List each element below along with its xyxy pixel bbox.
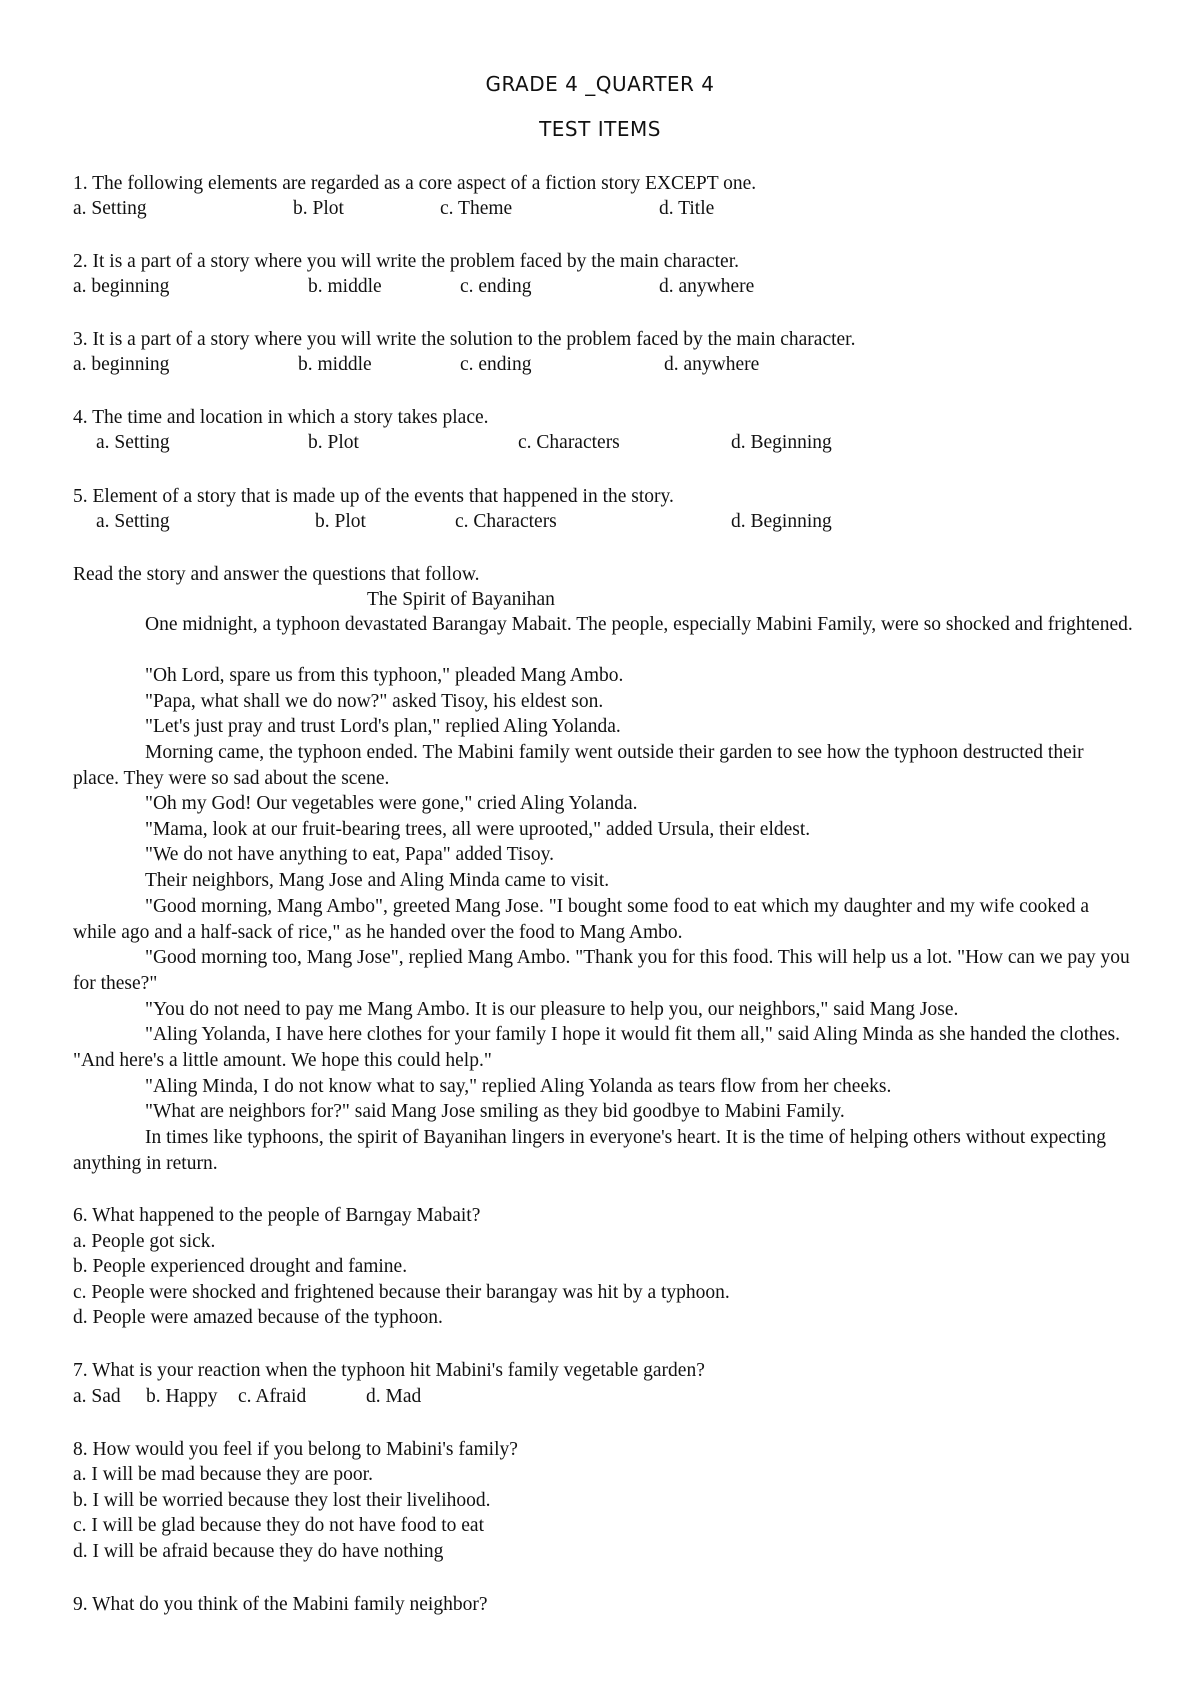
- question-option: b. middle: [298, 354, 372, 375]
- question-stem: 8. How would you feel if you belong to Mabini's family?: [73, 1439, 518, 1460]
- question-option: a. Setting: [73, 198, 147, 219]
- question-stem: 6. What happened to the people of Barngay Mabait?: [73, 1205, 481, 1226]
- question-option: a. People got sick.: [73, 1231, 216, 1252]
- question-option: b. Happy: [146, 1386, 218, 1407]
- question-option: a. beginning: [73, 276, 170, 297]
- question-option: d. Beginning: [731, 511, 832, 532]
- question-option: a. I will be mad because they are poor.: [73, 1464, 373, 1485]
- story-paragraph: "Oh Lord, spare us from this typhoon," pleaded Mang Ambo.: [145, 665, 624, 686]
- story-paragraph: "We do not have anything to eat, Papa" added Tisoy.: [145, 844, 554, 865]
- story-title: The Spirit of Bayanihan: [367, 589, 555, 610]
- story-paragraph: Their neighbors, Mang Jose and Aling Minda came to visit.: [145, 870, 610, 891]
- story-paragraph: "Aling Minda, I do not know what to say," replied Aling Yolanda as tears flow from her cheeks.: [145, 1076, 892, 1097]
- story-instruction: Read the story and answer the questions that follow.: [73, 564, 480, 585]
- question-stem: 3. It is a part of a story where you will write the solution to the problem faced by the main character.: [73, 329, 856, 350]
- question-stem: 1. The following elements are regarded as a core aspect of a fiction story EXCEPT one.: [73, 173, 757, 194]
- question-stem: 4. The time and location in which a story takes place.: [73, 407, 489, 428]
- question-option: a. Sad: [73, 1386, 121, 1407]
- question-stem: 5. Element of a story that is made up of the events that happened in the story.: [73, 486, 674, 507]
- question-option: d. I will be afraid because they do have nothing: [73, 1541, 444, 1562]
- question-option: b. Plot: [315, 511, 366, 532]
- question-option: d. anywhere: [659, 276, 755, 297]
- question-option: d. anywhere: [664, 354, 760, 375]
- question-option: c. ending: [460, 354, 532, 375]
- story-paragraph: "What are neighbors for?" said Mang Jose smiling as they bid goodbye to Mabini Family.: [145, 1101, 845, 1122]
- story-paragraph: "Oh my God! Our vegetables were gone," cried Aling Yolanda.: [145, 793, 638, 814]
- question-stem: 9. What do you think of the Mabini family neighbor?: [73, 1594, 488, 1615]
- story-paragraph: In times like typhoons, the spirit of Bayanihan lingers in everyone's heart. It is the time of helping others without expecting anything in return.: [73, 1127, 1106, 1174]
- question-option: a. Setting: [96, 511, 170, 532]
- question-option: d. Mad: [366, 1386, 422, 1407]
- question-option: c. People were shocked and frightened because their barangay was hit by a typhoon.: [73, 1282, 730, 1303]
- question-option: b. I will be worried because they lost their livelihood.: [73, 1490, 491, 1511]
- story-paragraph: "Good morning too, Mang Jose", replied Mang Ambo. "Thank you for this food. This will help us a lot. "How can we pay you for these?": [73, 947, 1130, 994]
- question-stem: 2. It is a part of a story where you will write the problem faced by the main character.: [73, 251, 740, 272]
- question-option: a. Setting: [96, 432, 170, 453]
- question-option: d. Beginning: [731, 432, 832, 453]
- question-option: b. People experienced drought and famine.: [73, 1256, 408, 1277]
- question-option: d. People were amazed because of the typhoon.: [73, 1307, 443, 1328]
- question-option: b. Plot: [293, 198, 344, 219]
- page-title: GRADE 4 _QUARTER 4: [485, 72, 715, 96]
- story-paragraph: Morning came, the typhoon ended. The Mabini family went outside their garden to see how the typhoon destructed their place. They were so sad about the scene.: [73, 742, 1084, 789]
- question-option: c. Afraid: [238, 1386, 307, 1407]
- question-option: d. Title: [659, 198, 715, 219]
- question-option: c. ending: [460, 276, 532, 297]
- story-paragraph: "Papa, what shall we do now?" asked Tisoy, his eldest son.: [145, 691, 604, 712]
- question-option: a. beginning: [73, 354, 170, 375]
- story-paragraph: "Let's just pray and trust Lord's plan," replied Aling Yolanda.: [145, 716, 621, 737]
- story-paragraph: "Mama, look at our fruit-bearing trees, all were uprooted," added Ursula, their eldest.: [145, 819, 811, 840]
- story-paragraph: "You do not need to pay me Mang Ambo. It is our pleasure to help you, our neighbors," said Mang Jose.: [145, 999, 959, 1020]
- story-paragraph: "Good morning, Mang Ambo", greeted Mang Jose. "I bought some food to eat which my daughter and my wife cooked a while ago and a half-sack of rice," as he handed over the food to Mang Ambo.: [73, 896, 1089, 943]
- story-paragraph: "Aling Yolanda, I have here clothes for your family I hope it would fit them all," said Aling Minda as she handed the clothes. "And here's a little amount. We hope this could help.": [73, 1024, 1121, 1071]
- story-paragraph: One midnight, a typhoon devastated Barangay Mabait. The people, especially Mabini Family, were so shocked and frightened.: [145, 614, 1133, 635]
- question-stem: 7. What is your reaction when the typhoon hit Mabini's family vegetable garden?: [73, 1360, 705, 1381]
- question-option: c. Theme: [440, 198, 513, 219]
- question-option: c. I will be glad because they do not have food to eat: [73, 1515, 484, 1536]
- page-subtitle: TEST ITEMS: [539, 117, 661, 141]
- question-option: c. Characters: [455, 511, 557, 532]
- question-option: c. Characters: [518, 432, 620, 453]
- question-option: b. middle: [308, 276, 382, 297]
- question-option: b. Plot: [308, 432, 359, 453]
